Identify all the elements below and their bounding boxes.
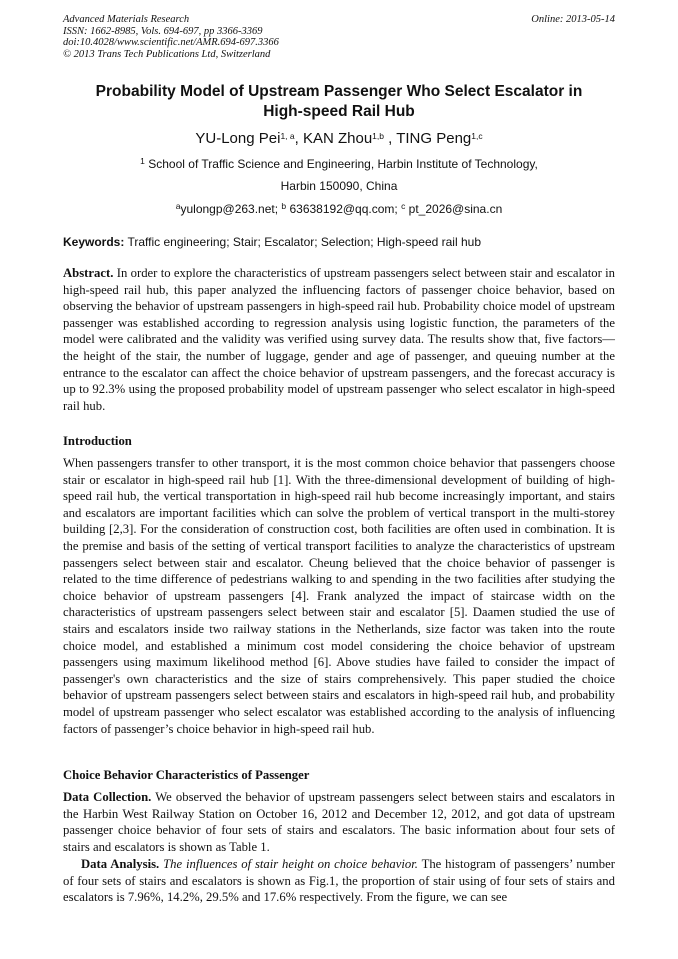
data-analysis-label: Data Analysis. [81, 857, 160, 871]
author-list [63, 130, 615, 148]
section-heading-choice-behavior: Choice Behavior Characteristics of Passenger [63, 768, 310, 782]
journal-header [63, 14, 615, 60]
author-emails: $^a$yulongp@263.net; $^b$ 63638192@qq.com; $^c$ pt_2026@sina.cn [175, 201, 503, 216]
title-line-1: Probability Model of Upstream Passenger Who Select Escalator in [95, 83, 583, 100]
paper-title [63, 82, 615, 122]
keywords-text: Traffic engineering; Stair; Escalator; Selection; High-speed rail hub [124, 235, 481, 249]
copyright-line: © 2013 Trans Tech Publications Ltd, Switzerland [63, 48, 271, 60]
author-3: , TING Peng [384, 130, 472, 147]
journal-name: Advanced Materials Research [63, 14, 190, 25]
email-a: yulongp@263.net; [180, 202, 282, 216]
email-c: pt_2026@sina.cn [405, 202, 503, 216]
affiliation-marker: 1 [140, 156, 145, 166]
abstract-text: In order to explore the characteristics of upstream passengers select between stair and escalator in high-speed rail hub, this paper analyzed the influencing factors of passenger choice behavior, based on observing the behavior of upstream passengers in high-speed rail hub. Probability choice model of upstream passenger was established according to regression analysis using logistic function, the parameters of the model were calibrated and the validity was verified using survey data. The results show that, five factors—the height of the stair, the number of luggage, gender and age of passenger, and queuing number at the entrance to the escalator can affect the choice behavior of upstream passengers, and the forecast accuracy is up to 92.3% using the proposed probability model of upstream passenger who select escalator in high-speed rail hub. [63, 266, 615, 413]
abstract-label: Abstract. [63, 266, 114, 280]
data-analysis-italic: The influences of stair height on choice behavior. [159, 857, 418, 871]
abstract [63, 265, 615, 414]
data-collection-label: Data Collection. [63, 790, 152, 804]
keywords-label: Keywords: [63, 235, 125, 249]
author-2-marker: 1,b [372, 131, 384, 141]
doi-line: doi:10.4028/www.scientific.net/AMR.694-697.3366 [63, 37, 279, 48]
data-collection-paragraph: Data Collection. We observed the behavior of upstream passengers select between stairs and escalators in the Harbin West Railway Station on October 16, 2012 and December 12, 2012, and got data of upstream passenger choice behavior of four sets of stairs and escalators. The basic information about four sets of stairs and escalators is shown as Table 1. [63, 790, 615, 854]
issn-line: ISSN: 1662-8985, Vols. 694-697, pp 3366-3369 [63, 25, 263, 37]
data-analysis-paragraph: Data Analysis. The influences of stair height on choice behavior. The histogram of passengers’ number of four sets of stairs and escalators is shown as Fig.1, the proportion of stair using of four sets of stairs and escalators is 7.96%, 14.2%, 29.5% and 17.6% respectively. From the figure, we can see [63, 857, 615, 905]
affiliation-line-2: Harbin 150090, China [280, 179, 398, 193]
introduction-heading: Introduction [63, 434, 132, 448]
author-3-marker: 1,c [471, 131, 483, 141]
online-date: Online: 2013-05-14 [531, 14, 615, 25]
author-2: , KAN Zhou [294, 130, 373, 147]
email-b: 63638192@qq.com; [286, 202, 402, 216]
title-line-2: High-speed Rail Hub [263, 103, 415, 120]
keywords [63, 235, 615, 249]
introduction-text: When passengers transfer to other transport, it is the most common choice behavior that passengers choose stair or escalator in high-speed rail hub [1]. With the three-dimensional development of building of high-speed rail hub, the vertical transportation in high-speed rail hub become increasingly important, and stairs and escalators are important facilities which can solve the problem of vertical transport in the multi-storey building [2,3]. For the consideration of construction cost, both facilities are often used in combination. It is the premise and basis of the setting of vertical transport facilities to analyze the characteristics of upstream passengers select between stair and escalator. Cheung believed that the choice behavior of passenger is related to the time difference of pedestrians walking to and spending in the two facilities after studying the choice behavior of upstream passengers [4]. Frank analyzed the impact of staircase width on the characteristics of upstream passengers select between stair and escalator [5]. Daamen studied the use of stairs and escalators inside two railway stations in the Netherlands, size factor was taken into the route choice model, and established a minimum cost model considering the choice behavior of upstream passengers using maximum likelihood method [6]. Above studies have failed to consider the impact of passenger's own characteristics and the size of stairs comprehensively. This paper studied the choice behavior of upstream passengers select between stairs and escalators in high-speed rail hub, and probability model of upstream passenger who select escalator was established according to the analysis of influencing factors of passenger’s choice behavior in high-speed rail hub. [63, 456, 615, 736]
author-1: YU-Long Pei [195, 130, 281, 147]
affiliation-line-1: $^1$ School of Traffic Science and Engineering, Harbin Institute of Technology, [140, 156, 538, 171]
author-1-marker: 1, a [280, 131, 295, 141]
